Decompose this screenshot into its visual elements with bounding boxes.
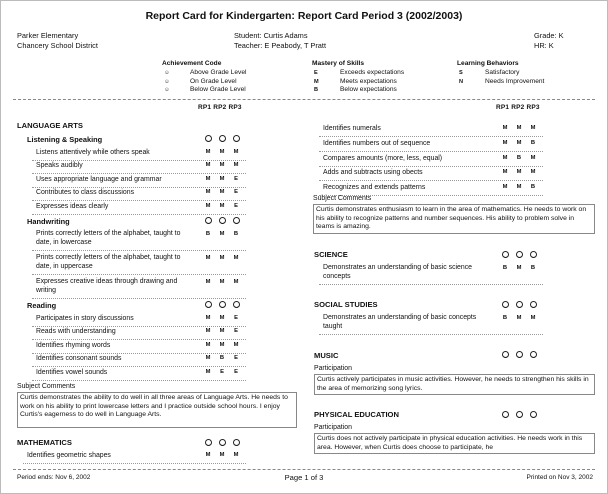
achievement-face-icon (530, 351, 537, 358)
mastery-mark: M (205, 341, 211, 348)
pe-comment-box: Curtis does not actively participate in physical education activities. He needs work in this area. However, when Curtis does choose to participate, he (314, 433, 595, 454)
grade-info (534, 31, 564, 50)
mastery-mark: M (219, 315, 225, 321)
skill-label: Recognizes and extends patterns (323, 184, 426, 192)
mastery-mark: M (219, 162, 225, 169)
skill-label: Identifies numerals (323, 125, 381, 132)
achievement-face-icon (502, 301, 509, 308)
row-divider (319, 136, 543, 137)
row-divider (319, 284, 543, 285)
school-info (17, 31, 98, 50)
mastery-mark: M (516, 184, 522, 191)
skill-label: Compares amounts (more, less, equal) (323, 154, 443, 162)
mastery-mark: E (234, 315, 238, 321)
legend-label: Exceeds expectations (340, 68, 405, 76)
skill-label: Reads with understanding (36, 328, 116, 336)
behavior-legend-title: Learning Behaviors (457, 60, 519, 67)
achievement-face-icon (205, 135, 212, 142)
mastery-mark: M (205, 315, 211, 321)
skill-label: Prints correctly letters of the alphabet, taught to date, in lowercase (36, 230, 181, 246)
achievement-face-icon (516, 301, 523, 308)
mastery-mark: M (530, 315, 536, 321)
row-divider (32, 187, 246, 188)
achievement-face-icon (516, 251, 523, 258)
skill-label: Demonstrates an understanding of basic concepts taught (323, 314, 477, 330)
mastery-mark: M (530, 154, 536, 161)
achievement-legend (162, 60, 246, 95)
mastery-mark: M (502, 125, 508, 131)
section-title-mathematics: MATHEMATICS (17, 438, 72, 447)
achievement-face-icon (502, 411, 509, 418)
row-divider (32, 353, 246, 354)
mastery-mark: M (219, 341, 225, 348)
section-title-science: SCIENCE (314, 250, 348, 259)
row-divider (32, 298, 246, 299)
divider (13, 99, 595, 100)
mastery-mark: B (516, 154, 522, 161)
legend-symbol: E (314, 69, 318, 76)
row-divider (32, 200, 246, 201)
achievement-face-icon (219, 217, 226, 224)
period-column-headers: RP1 RP2 RP3 (496, 104, 540, 111)
skill-label: Speaks audibly (36, 162, 83, 170)
mastery-mark: B (233, 231, 239, 237)
row-divider (32, 250, 246, 251)
skill-label: Identifies numbers out of sequence (323, 139, 431, 147)
mastery-mark: M (233, 341, 239, 348)
row-divider (319, 180, 543, 181)
divider (13, 469, 595, 470)
subsection-title: Handwriting (27, 217, 70, 226)
mastery-mark: M (205, 368, 211, 375)
achievement-face-icon (233, 135, 240, 142)
page-title: Report Card for Kindergarten: Report Card Period 3 (2002/2003) (145, 10, 463, 22)
mastery-mark: M (233, 162, 239, 169)
achievement-face-icon (205, 301, 212, 308)
mastery-mark: M (516, 169, 522, 176)
district-name: Chancery School District (17, 40, 98, 50)
mastery-mark: M (219, 279, 225, 285)
period-column-headers: RP1 RP2 RP3 (198, 104, 242, 111)
mastery-mark: M (233, 149, 239, 155)
achievement-face-icon (233, 301, 240, 308)
skill-label: Identifies consonant sounds (36, 355, 122, 363)
mastery-mark: M (219, 202, 225, 209)
mastery-mark: E (220, 368, 224, 375)
row-divider (319, 166, 543, 167)
subsection-title: Listening & Speaking (27, 135, 103, 144)
skill-label: Expresses ideas clearly (36, 202, 109, 210)
mastery-mark: B (219, 355, 225, 362)
mastery-mark: M (205, 355, 211, 362)
comments-label: Subject Comments (313, 195, 372, 202)
achievement-legend-title: Achievement Code (162, 60, 222, 67)
skill-label: Uses appropriate language and grammar (36, 175, 162, 183)
mastery-mark: B (502, 315, 508, 321)
achievement-face-icon (516, 351, 523, 358)
achievement-face-icon (219, 301, 226, 308)
mastery-mark: E (234, 355, 238, 362)
row-divider (32, 380, 246, 381)
mastery-mark: E (234, 328, 238, 335)
subsection-title: Reading (27, 301, 57, 310)
achievement-face-icon (205, 217, 212, 224)
mastery-mark: M (516, 265, 522, 271)
mastery-mark: M (219, 452, 225, 458)
legend-symbol: B (314, 87, 319, 94)
mastery-mark: M (219, 255, 225, 261)
skill-label: Listens attentively while others speak (36, 149, 150, 156)
section-title-language-arts: LANGUAGE ARTS (17, 121, 83, 130)
skill-label: Demonstrates an understanding of basic science concepts (323, 264, 472, 280)
mastery-mark: E (234, 202, 238, 209)
mastery-mark: M (516, 315, 522, 321)
participation-label: Participation (314, 424, 352, 431)
mastery-mark: M (219, 149, 225, 155)
grade: Grade: K (534, 31, 564, 40)
mastery-mark: M (502, 139, 508, 146)
section-title-social-studies: SOCIAL STUDIES (314, 300, 378, 309)
legend-label: Below Grade Level (190, 86, 246, 94)
comments-label: Subject Comments (17, 383, 76, 390)
comments-box: Curtis demonstrates the ability to do well in all three areas of Language Arts. He needs to work on his ability to print lowercase letters and I practice outside school hours. I enjoy Curtis's eagerness to do well in Language Arts. (17, 392, 297, 428)
mastery-mark: M (219, 231, 225, 237)
achievement-face-icon (502, 251, 509, 258)
mastery-mark: M (205, 149, 211, 155)
behavior-legend (457, 60, 544, 86)
skill-label: Prints correctly letters of the alphabet, taught to date, in uppercase (36, 254, 181, 270)
mastery-mark: E (234, 175, 238, 182)
teacher-name: Teacher: E Peabody, T Pratt (234, 40, 327, 50)
row-divider (319, 334, 543, 335)
legend-symbol: N (459, 78, 464, 85)
school-name: Parker Elementary (17, 31, 79, 40)
participation-label: Participation (314, 365, 352, 372)
mastery-mark: M (502, 154, 508, 161)
comments-box: Curtis demonstrates enthusiasm to learn in the area of mathematics. He needs to work on his ability to recognize patterns and number sequences. His ability to problem solve in teams is amazing. (313, 204, 595, 234)
row-divider (32, 339, 246, 340)
legend-label: On Grade Level (190, 77, 237, 85)
row-divider (32, 160, 246, 161)
mastery-mark: M (502, 169, 508, 176)
skill-label: Identifies geometric shapes (27, 452, 111, 459)
mastery-mark: M (530, 169, 536, 176)
achievement-face-icon (233, 439, 240, 446)
mastery-mark: M (205, 202, 211, 209)
skill-label: Identifies vowel sounds (36, 368, 108, 376)
achievement-face-icon (516, 411, 523, 418)
mastery-mark: M (219, 189, 225, 196)
mastery-mark: M (205, 162, 211, 169)
mastery-mark: M (233, 255, 239, 261)
mastery-mark: E (234, 189, 238, 196)
mastery-mark: M (233, 279, 239, 285)
row-divider (32, 214, 246, 215)
mastery-mark: B (530, 265, 536, 271)
row-divider (32, 173, 246, 174)
row-divider (32, 274, 246, 275)
row-divider (32, 326, 246, 327)
achievement-face-icon (205, 439, 212, 446)
achievement-face-icon (530, 251, 537, 258)
mastery-mark: M (502, 184, 508, 191)
page-number: Page 1 of 3 (284, 473, 324, 482)
mastery-mark: B (205, 231, 211, 237)
mastery-mark: M (205, 328, 211, 335)
achievement-face-icon (530, 411, 537, 418)
legend-symbol: M (314, 78, 319, 85)
mastery-legend-title: Mastery of Skills (312, 60, 365, 67)
mastery-mark: M (205, 175, 211, 182)
skill-label: Adds and subtracts using obects (323, 169, 423, 177)
achievement-face-icon (502, 351, 509, 358)
mastery-legend (312, 60, 404, 95)
mastery-mark: M (205, 255, 211, 261)
row-divider (32, 366, 246, 367)
mastery-mark: M (205, 189, 211, 196)
mastery-mark: M (205, 452, 211, 458)
row-divider (319, 151, 543, 152)
mastery-mark: M (205, 279, 211, 285)
mastery-mark: B (530, 139, 536, 146)
student-name: Student: Curtis Adams (234, 31, 308, 40)
mastery-mark: B (502, 265, 508, 271)
mastery-mark: M (516, 125, 522, 131)
mastery-mark: M (219, 175, 225, 182)
mastery-mark: B (530, 184, 536, 191)
achievement-face-icon (233, 217, 240, 224)
section-title-physical-education: PHYSICAL EDUCATION (314, 410, 399, 419)
legend-symbol: S (459, 69, 463, 76)
section-title-music: MUSIC (314, 351, 339, 360)
skill-label: Identifies rhyming words (36, 341, 111, 349)
skill-label: Contributes to class discussions (36, 189, 135, 197)
above-grade-icon: ☺ (164, 69, 170, 76)
achievement-face-icon (219, 135, 226, 142)
mastery-mark: M (233, 452, 239, 458)
below-grade-icon: ☺ (164, 87, 170, 94)
legend-label: Satisfactory (485, 68, 520, 76)
student-info (234, 31, 326, 50)
mastery-mark: M (530, 125, 536, 131)
skill-label: Participates in story discussions (36, 315, 134, 322)
period-ends: Period ends: Nov 6, 2002 (17, 474, 91, 481)
mastery-mark: E (234, 368, 238, 375)
mastery-mark: M (516, 139, 522, 146)
homeroom: HR: K (534, 40, 554, 50)
on-grade-icon: ☺ (164, 78, 170, 85)
legend-label: Below expectations (340, 86, 397, 94)
achievement-face-icon (219, 439, 226, 446)
skill-label: Expresses creative ideas through drawing and writing (36, 278, 178, 294)
achievement-face-icon (530, 301, 537, 308)
music-comment-box: Curtis actively participates in music activities. However, he needs to strengthen his skills in the area of memorizing song lyrics. (314, 374, 595, 395)
legend-label: Needs Improvement (485, 77, 545, 85)
printed-date: Printed on Nov 3, 2002 (526, 474, 593, 481)
row-divider (23, 463, 246, 464)
legend-label: Above Grade Level (190, 68, 247, 76)
mastery-mark: M (219, 328, 225, 335)
legend-label: Meets expectations (340, 77, 397, 85)
